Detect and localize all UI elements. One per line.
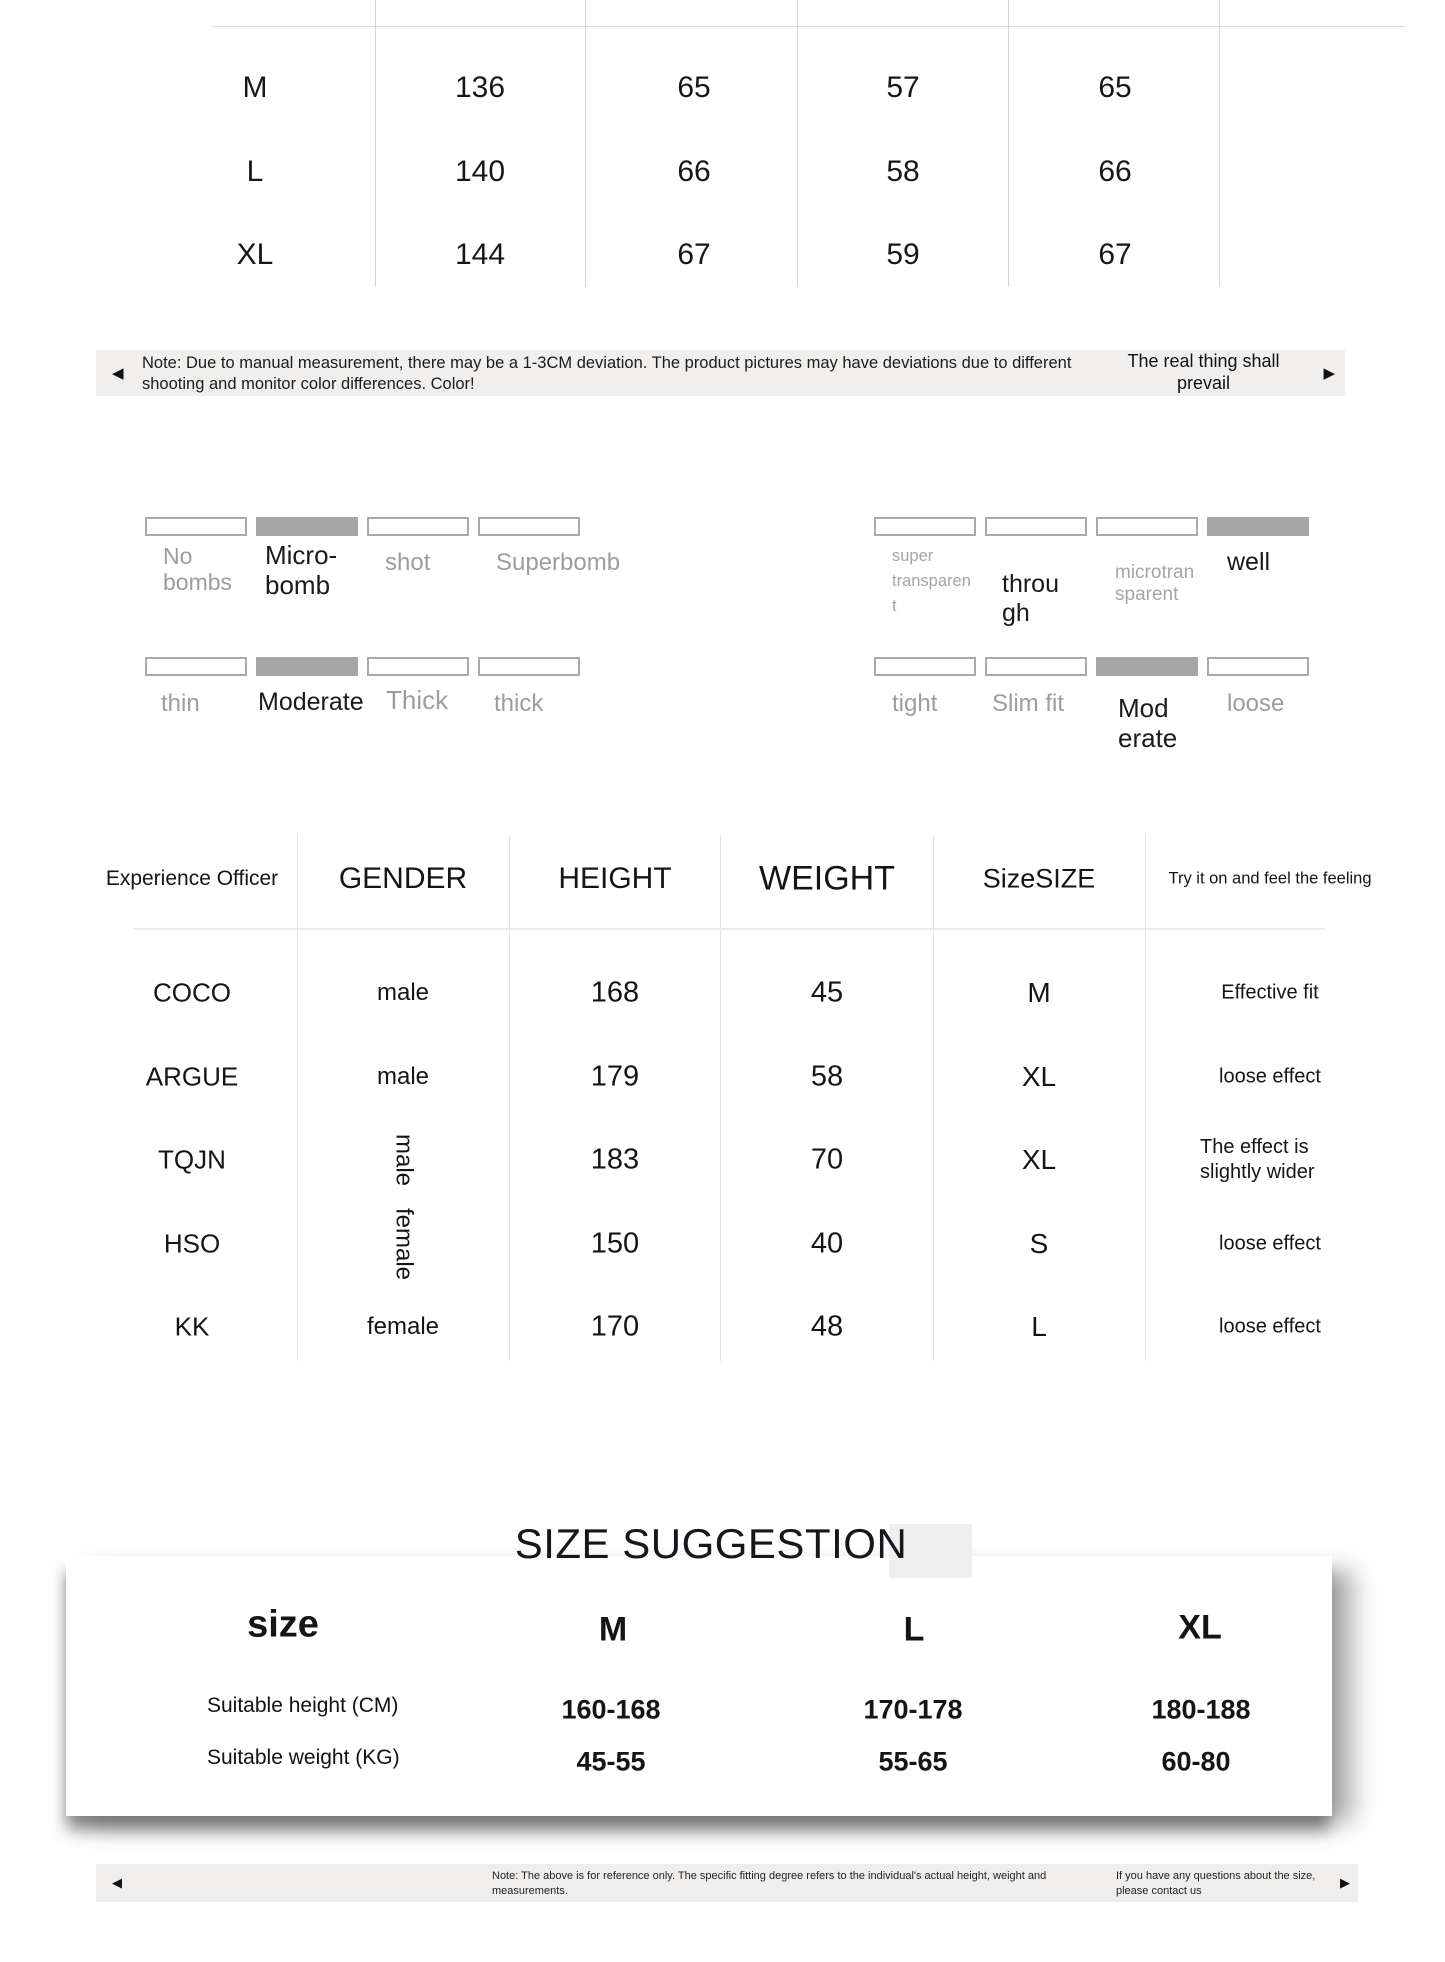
scale-option-label: shot: [385, 549, 431, 576]
table-cell: 59: [886, 238, 920, 271]
scale-box: [874, 517, 976, 536]
scale-option-label: thick: [494, 690, 544, 717]
officer-height: 179: [590, 1060, 640, 1093]
scale-option-label-selected: Moderate: [1118, 693, 1178, 753]
officer-effect: loose effect: [1219, 1315, 1321, 1338]
column-header: Experience Officer: [105, 867, 279, 890]
transparency-scale: [874, 517, 1344, 647]
officer-size: L: [1031, 1311, 1047, 1342]
height-range: 170-178: [863, 1694, 963, 1725]
officer-height: 170: [590, 1310, 640, 1343]
weight-range: 60-80: [1161, 1746, 1231, 1777]
suggestion-card-shadow: [66, 1556, 1332, 1816]
scale-box-selected: [256, 517, 358, 536]
scale-box: [478, 657, 580, 676]
reference-notice-text: Note: The above is for reference only. The specific fitting degree refers to the individual's actual height, weight and measurements.: [492, 1870, 1047, 1897]
row-label-weight: Suitable weight (KG): [207, 1746, 400, 1769]
scale-box-selected: [1207, 517, 1309, 536]
scale-box-selected: [1096, 657, 1198, 676]
table-cell: 67: [1098, 238, 1132, 271]
table-divider: [297, 835, 298, 1361]
measurement-notice-text: Note: Due to manual measurement, there may be a 1-3CM deviation. The product pictures may have deviations due to different shooting and monitor color differences. Color!: [142, 354, 1072, 393]
officer-height: 150: [590, 1227, 640, 1260]
officer-gender-rotated: male: [390, 1133, 418, 1187]
table-cell: 140: [454, 155, 506, 188]
officer-height: 183: [590, 1143, 640, 1176]
scale-option-label: No bombs: [163, 543, 233, 596]
officer-name: ARGUE: [145, 1061, 239, 1092]
size-col-header: size: [247, 1603, 319, 1646]
size-chart-table: [0, 0, 1445, 300]
table-cell: 58: [886, 155, 920, 188]
officer-effect: Effective fit: [1221, 981, 1319, 1004]
scale-box: [367, 657, 469, 676]
scale-option-label-selected: well: [1227, 548, 1271, 576]
row-label-height: Suitable height (CM): [207, 1694, 399, 1717]
table-cell: 144: [454, 238, 506, 271]
height-range: 160-168: [561, 1694, 661, 1725]
table-cell: 65: [677, 71, 711, 104]
officer-name: TQJN: [158, 1144, 226, 1175]
thickness-scale: [145, 657, 615, 747]
officer-effect-text: The effect is slightly wider: [1200, 1136, 1315, 1183]
table-divider: [1145, 835, 1146, 1361]
column-header: Try it on and feel the feeling: [1168, 869, 1372, 888]
table-divider: [1008, 0, 1009, 287]
weight-range: 55-65: [878, 1746, 948, 1777]
scale-box: [985, 657, 1087, 676]
scale-box: [478, 517, 580, 536]
table-cell: 66: [1098, 155, 1132, 188]
column-header: HEIGHT: [558, 862, 672, 895]
measurement-notice-bar: [96, 350, 1345, 396]
officer-effect: loose effect: [1219, 1065, 1321, 1088]
scale-option-label: Superbomb: [496, 549, 621, 576]
scale-option-label: super transparent: [892, 547, 971, 615]
table-divider: [797, 0, 798, 287]
fit-scale: [874, 657, 1344, 787]
officer-gender-rotated: female: [390, 1207, 418, 1281]
experience-table: [88, 835, 1395, 1361]
officer-gender: female: [366, 1313, 440, 1340]
table-cell: 136: [454, 71, 506, 104]
officer-weight: 45: [810, 976, 844, 1009]
carousel-next-icon[interactable]: ▶: [1323, 365, 1335, 382]
table-cell: 66: [677, 155, 711, 188]
height-range: 180-188: [1151, 1694, 1251, 1725]
scale-option-label: Slim fit: [992, 690, 1064, 717]
size-option-m: M: [598, 1610, 628, 1649]
officer-gender: male: [376, 1063, 430, 1090]
scale-option-label: loose: [1227, 690, 1285, 717]
scale-box: [1096, 517, 1198, 536]
size-label: L: [246, 155, 264, 188]
size-option-l: L: [903, 1610, 925, 1649]
scale-option-label: Thick: [386, 685, 449, 715]
officer-weight: 48: [810, 1310, 844, 1343]
elasticity-scale: [145, 517, 621, 632]
contact-note-text: If you have any questions about the size, please contact us: [1116, 1870, 1316, 1897]
scale-box: [367, 517, 469, 536]
officer-size: S: [1029, 1228, 1049, 1259]
table-divider: [509, 835, 510, 1361]
scale-box-selected: [256, 657, 358, 676]
officer-weight: 40: [810, 1227, 844, 1260]
scale-option-label-selected: Micro-bomb: [265, 540, 338, 600]
officer-size: XL: [1021, 1144, 1057, 1175]
column-header: WEIGHT: [759, 859, 895, 898]
officer-weight: 70: [810, 1143, 844, 1176]
header-underline: [133, 928, 1325, 930]
officer-weight: 58: [810, 1060, 844, 1093]
officer-effect: loose effect: [1219, 1232, 1321, 1255]
scale-option-label: thin: [161, 690, 200, 717]
table-divider: [720, 835, 721, 1361]
officer-name: HSO: [163, 1228, 221, 1259]
table-top-border: [212, 26, 1405, 27]
column-header: GENDER: [338, 862, 468, 895]
table-cell: 67: [677, 238, 711, 271]
scale-box: [985, 517, 1087, 536]
reference-notice-bar: [96, 1864, 1358, 1902]
weight-range: 45-55: [576, 1746, 646, 1777]
scale-box: [874, 657, 976, 676]
size-label: M: [242, 71, 268, 104]
officer-gender: male: [376, 979, 430, 1006]
scale-box: [145, 517, 247, 536]
scale-box: [145, 657, 247, 676]
officer-effect: [1185, 1135, 1355, 1185]
carousel-prev-icon[interactable]: ◀: [112, 1875, 122, 1890]
table-cell: 65: [1098, 71, 1132, 104]
table-divider: [933, 835, 934, 1361]
scale-option-label: through: [1002, 570, 1059, 627]
column-header: SizeSIZE: [982, 863, 1096, 894]
scale-option-label-selected: Moderate: [258, 688, 364, 716]
size-suggestion-title: SIZE SUGGESTION: [514, 1520, 908, 1567]
officer-height: 168: [590, 976, 640, 1009]
size-option-xl: XL: [1178, 1608, 1222, 1647]
table-divider: [1219, 0, 1220, 287]
scale-option-label: microtransparent: [1115, 562, 1195, 605]
officer-size: M: [1027, 977, 1051, 1008]
carousel-next-icon[interactable]: ▶: [1340, 1875, 1350, 1890]
table-cell: 57: [886, 71, 920, 104]
real-thing-note: The real thing shall prevail: [1127, 351, 1280, 393]
table-divider: [585, 0, 586, 287]
officer-name: KK: [174, 1311, 210, 1342]
officer-name: COCO: [153, 977, 231, 1008]
officer-size: XL: [1021, 1061, 1057, 1092]
table-divider: [375, 0, 376, 287]
scale-box: [1207, 657, 1309, 676]
carousel-prev-icon[interactable]: ◀: [112, 365, 124, 382]
size-label: XL: [236, 238, 274, 271]
scale-option-label: tight: [892, 690, 938, 717]
